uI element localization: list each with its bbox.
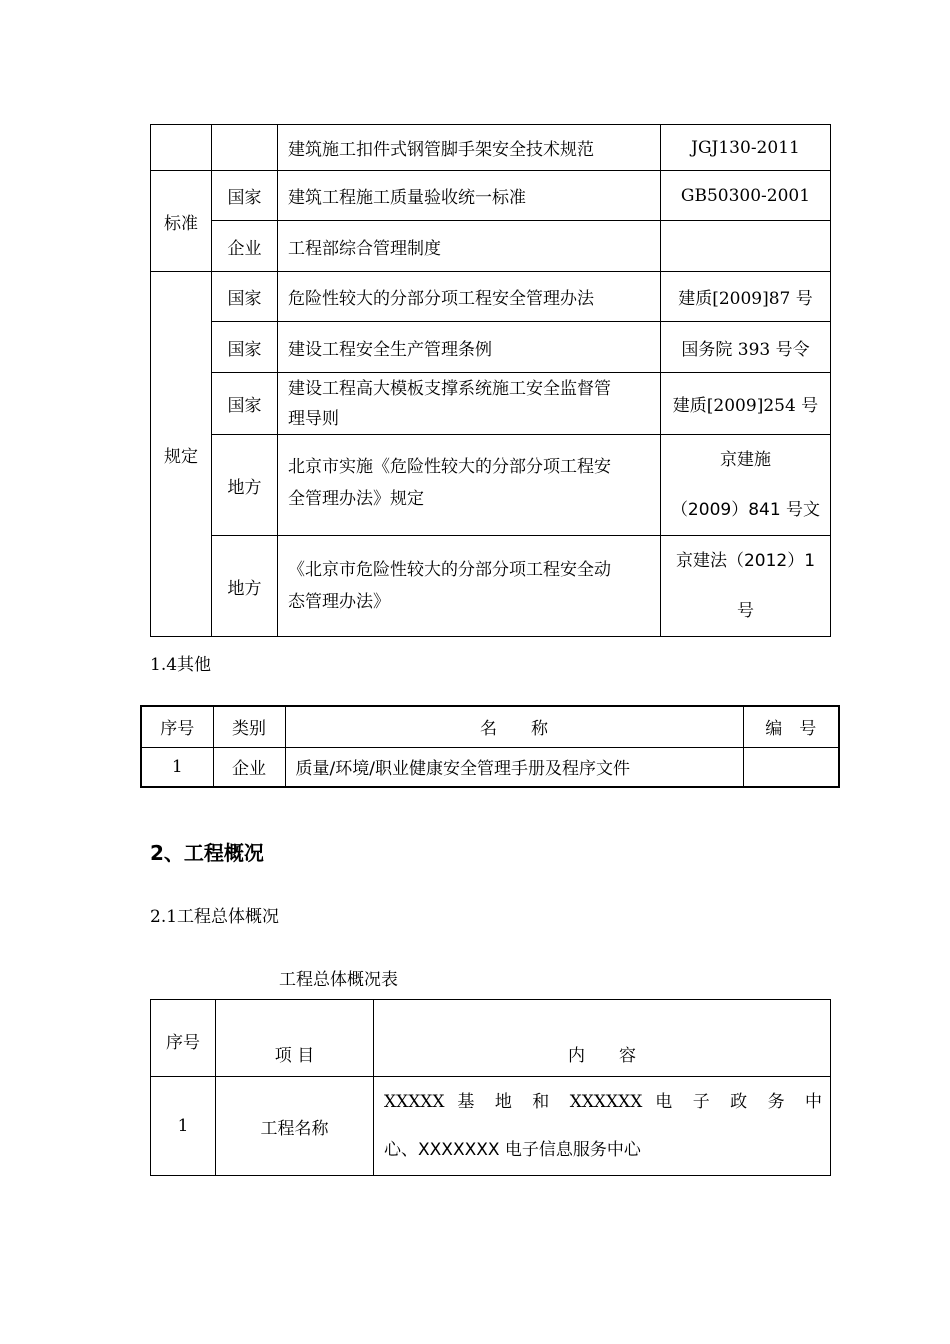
content-line: 心、XXXXXXX 电子信息服务中心 — [384, 1140, 641, 1160]
doc-name-line: 全管理办法》规定 — [288, 489, 424, 509]
standards-table — [150, 124, 831, 637]
doc-code-line: （2009）841 号文 — [670, 500, 821, 520]
section-1-4-heading — [150, 650, 211, 675]
doc-name-cell — [278, 536, 661, 637]
table-row — [151, 272, 831, 322]
doc-code-cell: 建质[2009]87 号 — [661, 272, 831, 322]
doc-name-cell: 建设工程安全生产管理条例 — [278, 322, 661, 373]
doc-name-cell: 工程部综合管理制度 — [278, 221, 661, 272]
doc-name-cell — [278, 373, 661, 435]
level-cell: 企业 — [212, 221, 278, 272]
level-cell: 地方 — [212, 435, 278, 536]
section-title: 工程总体概况 — [177, 907, 280, 927]
table-caption: 工程总体概况表 — [279, 970, 398, 990]
table-row — [151, 536, 831, 637]
other-docs-table — [140, 705, 840, 788]
category-rule: 规定 — [151, 272, 212, 637]
header-content: 内 容 — [374, 1000, 831, 1077]
doc-code-cell — [661, 536, 831, 637]
item-cell: 工程名称 — [216, 1077, 374, 1176]
doc-name-cell: 建筑施工扣件式钢管脚手架安全技术规范 — [278, 125, 661, 171]
level-cell — [212, 125, 278, 171]
table-header-row — [141, 706, 839, 747]
doc-code-cell — [661, 435, 831, 536]
section-2-1-heading — [150, 902, 279, 927]
header-type: 类别 — [213, 706, 285, 747]
level-cell: 国家 — [212, 322, 278, 373]
doc-code-cell: JGJ130-2011 — [661, 125, 831, 171]
content-cell — [374, 1077, 831, 1176]
doc-code-line: 号 — [737, 601, 754, 621]
header-code: 编 号 — [743, 706, 839, 747]
level-cell: 国家 — [212, 272, 278, 322]
header-name: 名 称 — [285, 706, 743, 747]
doc-code-cell: 建质[2009]254 号 — [661, 373, 831, 435]
doc-name-cell — [278, 435, 661, 536]
level-cell: 国家 — [212, 373, 278, 435]
doc-code-cell: GB50300-2001 — [661, 171, 831, 221]
level-cell: 地方 — [212, 536, 278, 637]
doc-name-line: 北京市实施《危险性较大的分部分项工程安 — [288, 457, 611, 477]
doc-code-cell: 国务院 393 号令 — [661, 322, 831, 373]
doc-name-line: 理导则 — [288, 408, 339, 429]
doc-name-cell: 建筑工程施工质量验收统一标准 — [278, 171, 661, 221]
category-standard: 标准 — [151, 171, 212, 272]
name-cell: 质量/环境/职业健康安全管理手册及程序文件 — [285, 747, 743, 787]
section-number: 1.4 — [150, 655, 178, 675]
doc-name-line: 建设工程高大模板支撑系统施工安全监督管 — [288, 378, 611, 399]
code-cell — [743, 747, 839, 787]
table-row — [151, 322, 831, 373]
table-header-row — [151, 1000, 831, 1077]
table-row — [151, 125, 831, 171]
doc-code-cell — [661, 221, 831, 272]
section-2-heading: 2、工程概况 — [150, 841, 264, 865]
section-number: 2.1 — [150, 907, 178, 927]
seq-cell: 1 — [151, 1077, 216, 1176]
doc-code-line: 京建施 — [720, 450, 771, 470]
seq-cell: 1 — [141, 747, 213, 787]
doc-name-cell: 危险性较大的分部分项工程安全管理办法 — [278, 272, 661, 322]
section-title: 其他 — [177, 655, 212, 675]
header-seq: 序号 — [141, 706, 213, 747]
overview-table — [150, 999, 831, 1176]
category-cell — [151, 125, 212, 171]
table-row — [151, 171, 831, 221]
level-cell: 国家 — [212, 171, 278, 221]
table-row — [151, 435, 831, 536]
header-seq: 序号 — [151, 1000, 216, 1077]
table-row — [141, 747, 839, 787]
content-line: XXXXX 基 地 和 XXXXXX 电 子 政 务 中 — [384, 1092, 822, 1112]
table-row — [151, 221, 831, 272]
doc-name-line: 《北京市危险性较大的分部分项工程安全动 — [288, 560, 611, 580]
doc-name-line: 态管理办法》 — [288, 592, 390, 612]
type-cell: 企业 — [213, 747, 285, 787]
table-row — [151, 373, 831, 435]
table-row — [151, 1077, 831, 1176]
doc-code-line: 京建法（2012）1 — [675, 551, 816, 571]
header-item: 项 目 — [216, 1000, 374, 1077]
